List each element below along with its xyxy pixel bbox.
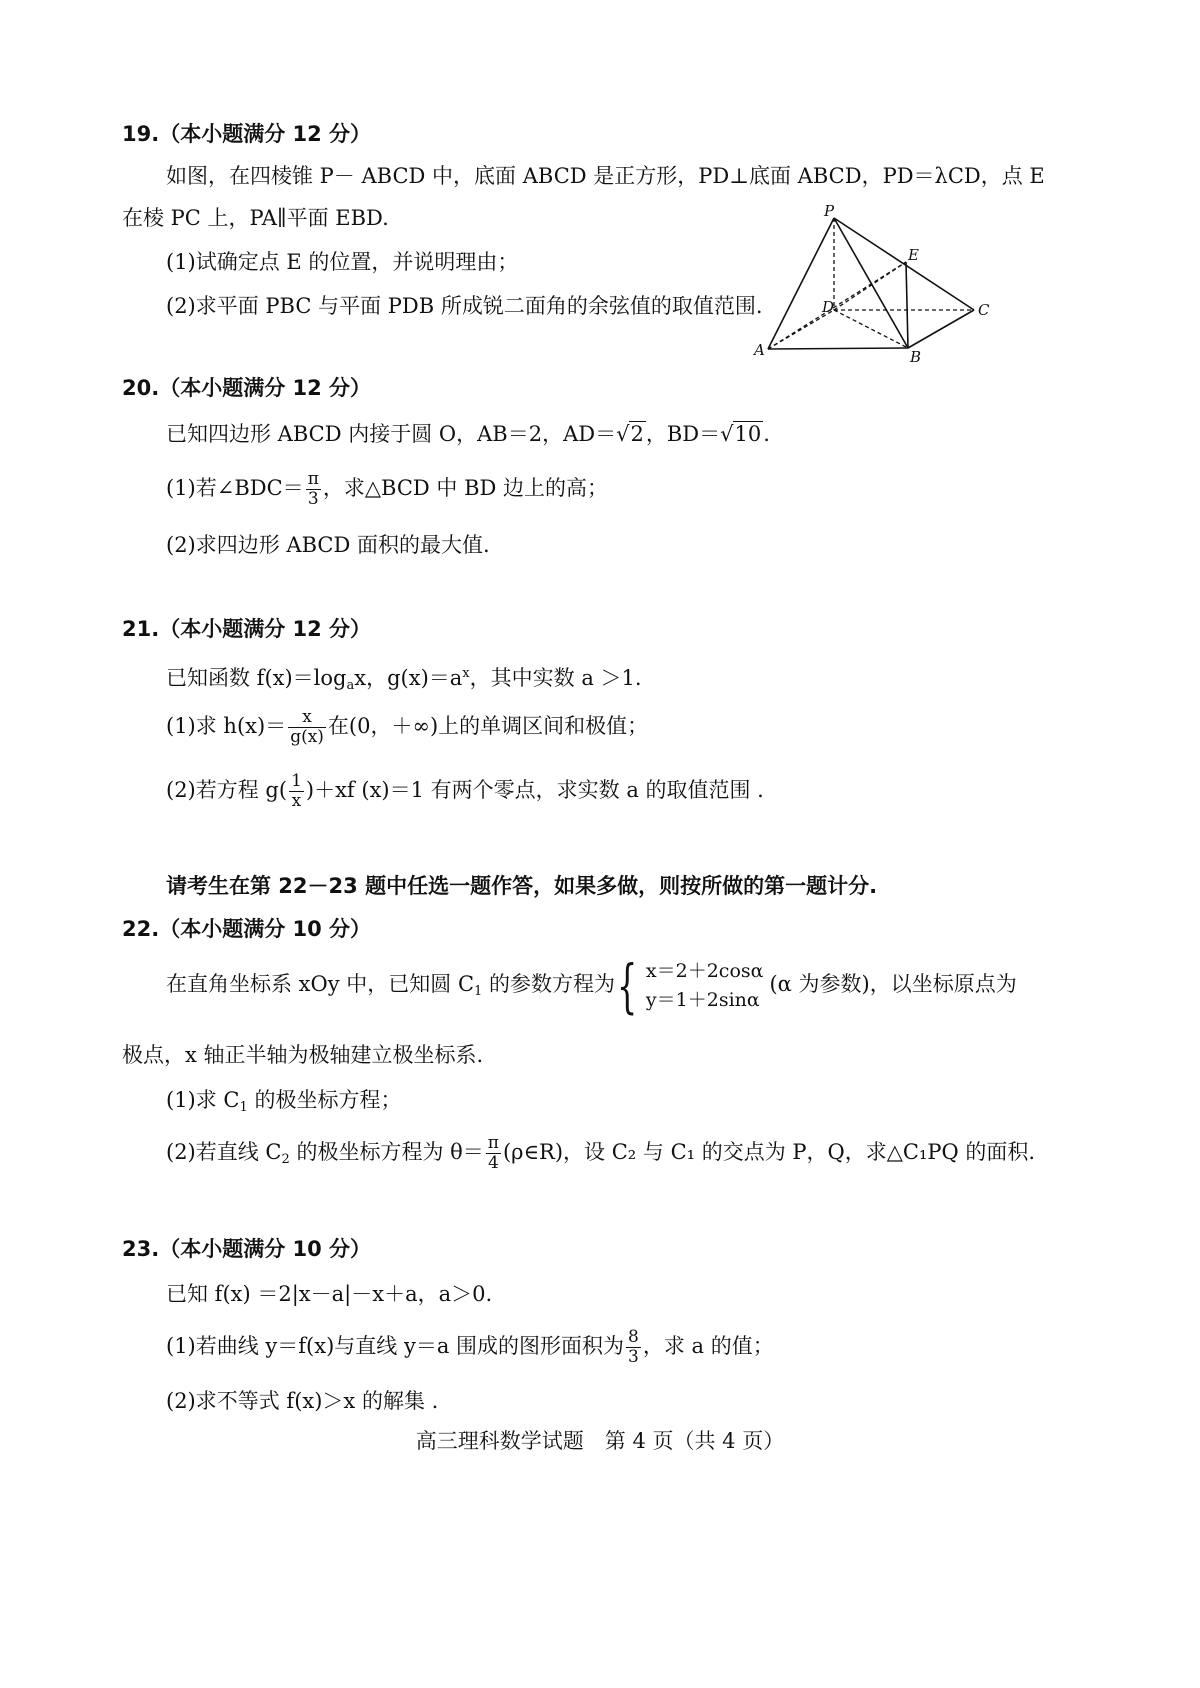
q21-part1-post: 在(0，＋∞)上的单调区间和极值； [327, 714, 649, 738]
q22-sys-line2: y＝1＋2sinα [645, 988, 760, 1011]
q20-part1-pre: (1)若∠BDC＝ [166, 476, 304, 500]
q23-part1-fraction [626, 1328, 641, 1367]
q21-part1-pre: (1)求 h(x)＝ [166, 714, 287, 738]
q22-part2 [166, 1132, 1035, 1180]
label-a: A [754, 341, 765, 359]
q21-stem-mid: x，g(x)＝a [354, 666, 463, 690]
page-footer: 高三理科数学试题 第 4 页（共 4 页） [415, 1429, 785, 1453]
q19-stem-line2: 在棱 PC 上，PA∥平面 EBD. [122, 206, 389, 230]
label-e: E [908, 246, 919, 264]
q19-stem-line1: 如图，在四棱锥 P－ ABCD 中，底面 ABCD 是正方形，PD⊥底面 ABCD，PD＝λCD，点 E [166, 164, 1045, 188]
q21-part1-fraction [288, 708, 326, 747]
label-c: C [978, 301, 990, 319]
q21-part2 [166, 770, 764, 811]
q22-part2-fraction [486, 1134, 501, 1173]
q22-part2-sub: 2 [281, 1152, 290, 1167]
q20-stem-mid: ，BD＝ [645, 422, 721, 446]
q20-part2: (2)求四边形 ABCD 面积的最大值. [166, 533, 490, 557]
q22-part2-pre: (2)若直线 C [166, 1140, 282, 1164]
brace-icon: { [617, 951, 638, 1020]
fraction-denominator: 3 [628, 1347, 639, 1367]
q21-log-base: a [346, 678, 355, 693]
q23-part1 [166, 1326, 774, 1367]
q19-heading: 19.（本小题满分 12 分） [122, 122, 372, 146]
label-d: D [822, 298, 835, 316]
q21-heading: 21.（本小题满分 12 分） [122, 617, 372, 641]
fraction-denominator: 4 [487, 1153, 499, 1173]
q21-exponent: x [462, 666, 470, 681]
choice-note: 请考生在第 22－23 题中任选一题作答，如果多做，则按所做的第一题计分. [166, 874, 878, 898]
q22-param-system [646, 957, 764, 1015]
label-p: P [824, 202, 835, 220]
q22-heading: 22.（本小题满分 10 分） [122, 917, 372, 941]
q20-stem: 已知四边形 ABCD 内接于圆 O，AB＝2，AD＝√2，BD＝√10. [166, 422, 770, 446]
fraction-denominator: g(x) [290, 727, 324, 747]
q22-c1-sub: 1 [474, 984, 483, 999]
label-b: B [910, 348, 922, 366]
pyramid-figure [750, 200, 1000, 370]
q22-part1 [166, 1087, 401, 1121]
fraction-numerator: π [487, 1133, 499, 1153]
q22-stem [166, 952, 1017, 1024]
q21-part1 [166, 706, 648, 747]
q20-heading: 20.（本小题满分 12 分） [122, 376, 372, 400]
q23-part1-post: ，求 a 的值； [642, 1334, 774, 1358]
q23-stem: 已知 f(x) ＝2|x－a|－x＋a，a＞0. [166, 1282, 493, 1306]
q21-stem [166, 661, 642, 699]
fraction-denominator: 3 [307, 489, 319, 509]
q21-stem-pre: 已知函数 f(x)＝log [166, 666, 347, 690]
q23-heading: 23.（本小题满分 10 分） [122, 1237, 372, 1261]
q22-part2-mid: 的极坐标方程为 θ＝ [289, 1140, 484, 1164]
q20-stem-pre: 已知四边形 ABCD 内接于圆 O，AB＝2，AD＝ [166, 422, 617, 446]
q23-part2: (2)求不等式 f(x)＞x 的解集 . [166, 1389, 439, 1413]
q22-stem-post: (α 为参数)，以坐标原点为 [769, 972, 1017, 996]
q22-stem-pre: 在直角坐标系 xOy 中，已知圆 C [166, 972, 475, 996]
q22-part1-sub: 1 [239, 1100, 248, 1115]
q21-part2-post: )＋xf (x)＝1 有两个零点，求实数 a 的取值范围 . [305, 778, 764, 802]
q19-part2: (2)求平面 PBC 与平面 PDB 所成锐二面角的余弦值的取值范围. [166, 294, 763, 318]
q22-part1-pre: (1)求 C [166, 1088, 240, 1112]
q22-stem-mid: 的参数方程为 [482, 972, 615, 996]
q23-part1-pre: (1)若曲线 y＝f(x)与直线 y＝a 围成的图形面积为 [166, 1334, 625, 1358]
fraction-numerator: 1 [291, 771, 302, 791]
fraction-denominator: x [291, 791, 302, 811]
q22-stem-line2: 极点，x 轴正半轴为极轴建立极坐标系. [122, 1043, 484, 1067]
fraction-numerator: x [288, 708, 326, 728]
q20-radicand-1: 2 [630, 422, 644, 446]
q20-part1-post: ，求△BCD 中 BD 边上的高； [322, 476, 609, 500]
q22-sys-line1: x＝2＋2cosα [645, 959, 764, 982]
q20-stem-end: . [763, 422, 770, 446]
q21-part2-fraction [289, 772, 304, 811]
q20-radicand-2: 10 [734, 422, 762, 446]
q22-part2-post: (ρ∈R)，设 C₂ 与 C₁ 的交点为 P，Q，求△C₁PQ 的面积. [502, 1140, 1036, 1164]
q22-part1-post: 的极坐标方程； [247, 1088, 402, 1112]
fraction-numerator: π [307, 469, 319, 489]
q20-part1-fraction [306, 470, 321, 509]
q20-part1 [166, 468, 608, 509]
fraction-numerator: 8 [628, 1327, 639, 1347]
q21-part2-pre: (2)若方程 g( [166, 778, 288, 802]
q21-stem-end: ，其中实数 a ＞1. [469, 666, 642, 690]
q19-part1: (1)试确定点 E 的位置，并说明理由； [166, 250, 519, 274]
